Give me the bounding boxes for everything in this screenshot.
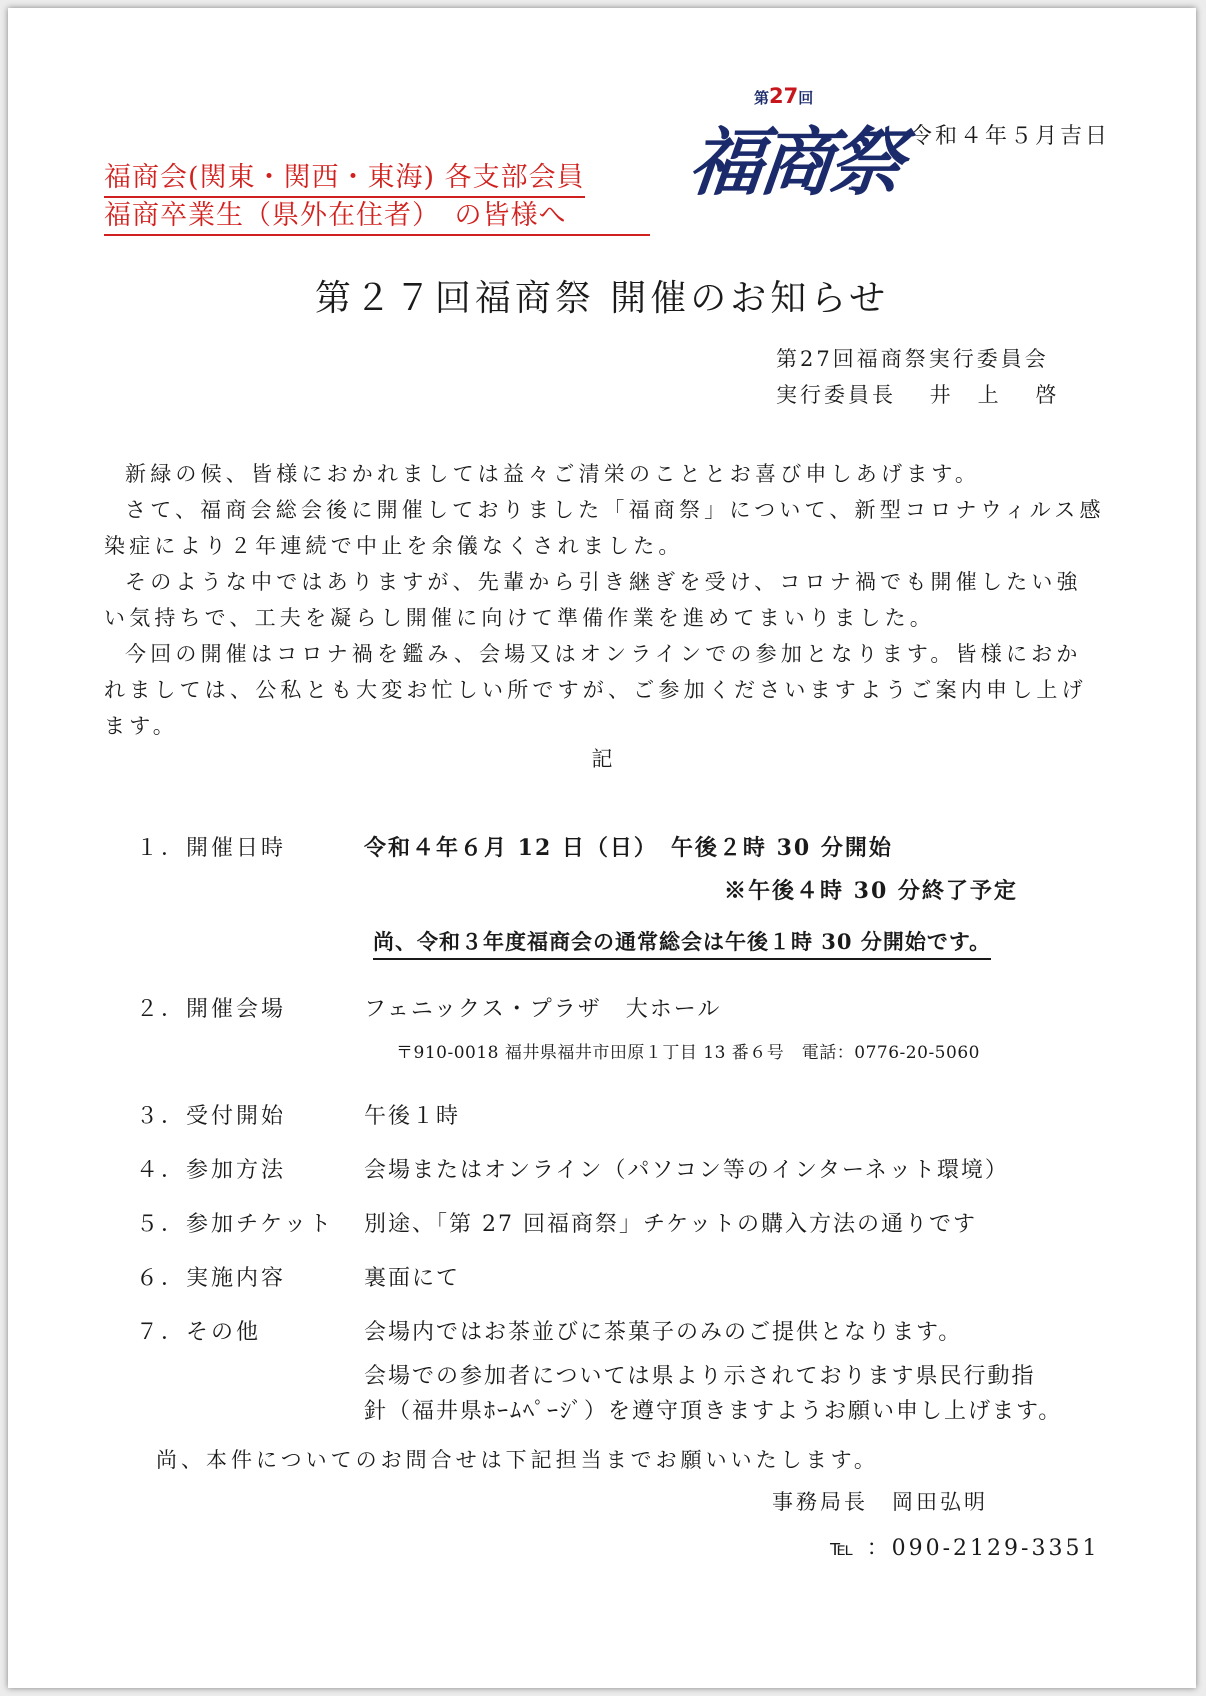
item-label-ticket: ５．参加チケット <box>136 1212 335 1237</box>
item-label-other: ７．その他 <box>136 1320 262 1345</box>
item-value-method: 会場またはオンライン（パソコン等のインターネット環境） <box>364 1158 1009 1183</box>
contact-phone: ℡ ：090-2129-3351 <box>830 1536 1100 1561</box>
addressee-line-1: 福商会(関東・関西・東海) 各支部会員 <box>104 160 585 198</box>
item-value-ticket: 別途、「第 27 回福商祭」チケットの購入方法の通りです <box>364 1212 978 1237</box>
page-title: 第２７回福商祭 開催のお知らせ <box>314 278 890 319</box>
document-page <box>8 8 1196 1688</box>
item-value-other-3: 針（福井県ﾎｰﾑﾍﾟｰｼﾞ）を遵守頂きますようお願い申し上げます。 <box>364 1399 1063 1424</box>
body-paragraph: そのような中ではありますが、先輩から引き継ぎを受け、コロナ禍でも開催したい強い気持ちで、工夫を凝らし開催に向けて準備作業を進めてまいりました。 <box>104 570 1082 630</box>
item-label-method: ４．参加方法 <box>136 1158 287 1183</box>
item-value-content: 裏面にて <box>364 1266 461 1291</box>
item-note-general-meeting: 尚、令和３年度福商会の通常総会は午後１時 30 分開始です。 <box>373 926 991 960</box>
item-value-venue: フェニックス・プラザ 大ホール <box>364 997 722 1022</box>
logo-mark: 福商祭 <box>684 120 904 206</box>
item-value-other-1: 会場内ではお茶並びに茶菓子のみのご提供となります。 <box>364 1320 963 1345</box>
item-value-reception: 午後１時 <box>364 1104 461 1129</box>
body-paragraph: 新緑の候、皆様におかれましては益々ご清栄のこととお喜び申しあげます。 <box>125 462 981 486</box>
addressee-line-2: 福商卒業生（県外在住者） の皆様へ <box>104 198 650 236</box>
addressee <box>104 158 650 236</box>
item-label-venue: ２．開催会場 <box>136 997 287 1022</box>
item-label-date: １．開催日時 <box>136 836 287 861</box>
item-label-reception: ３．受付開始 <box>136 1104 287 1129</box>
logo-badge: 第27回 <box>754 84 814 108</box>
body-paragraph: さて、福商会総会後に開催しておりました「福商祭」について、新型コロナウィルス感染症により２年連続で中止を余儀なくされました。 <box>104 498 1105 558</box>
closing-text: 尚、本件についてのお問合せは下記担当までお願いいたします。 <box>156 1448 879 1472</box>
issue-date: 令和４年５月吉日 <box>910 124 1111 149</box>
contact-person: 事務局長 岡田弘明 <box>772 1490 988 1514</box>
sender-organization: 第27回福商祭実行委員会 <box>776 347 1049 371</box>
item-note-end-time: ※午後４時 30 分終了予定 <box>724 878 1018 904</box>
body-paragraph: 今回の開催はコロナ禍を鑑み、会場又はオンラインでの参加となります。皆様におかれましては、公私とも大変お忙しい所ですが、ご参加くださいますようご案内申し上げます。 <box>104 642 1087 738</box>
letter-body <box>104 456 1106 744</box>
festival-logo <box>684 84 904 206</box>
item-label-content: ６．実施内容 <box>136 1266 287 1291</box>
venue-address: 〒910-0018 福井県福井市田原１丁目 13 番６号 電話：0776-20-5060 <box>396 1043 980 1063</box>
ki-heading: 記 <box>591 747 613 771</box>
sender-chair: 実行委員長 井 上 啓 <box>776 383 1060 407</box>
item-value-other-2: 会場での参加者については県より示されております県民行動指 <box>364 1364 1036 1389</box>
item-value-date: 令和４年６月 12 日（日） 午後２時 30 分開始 <box>364 835 893 861</box>
